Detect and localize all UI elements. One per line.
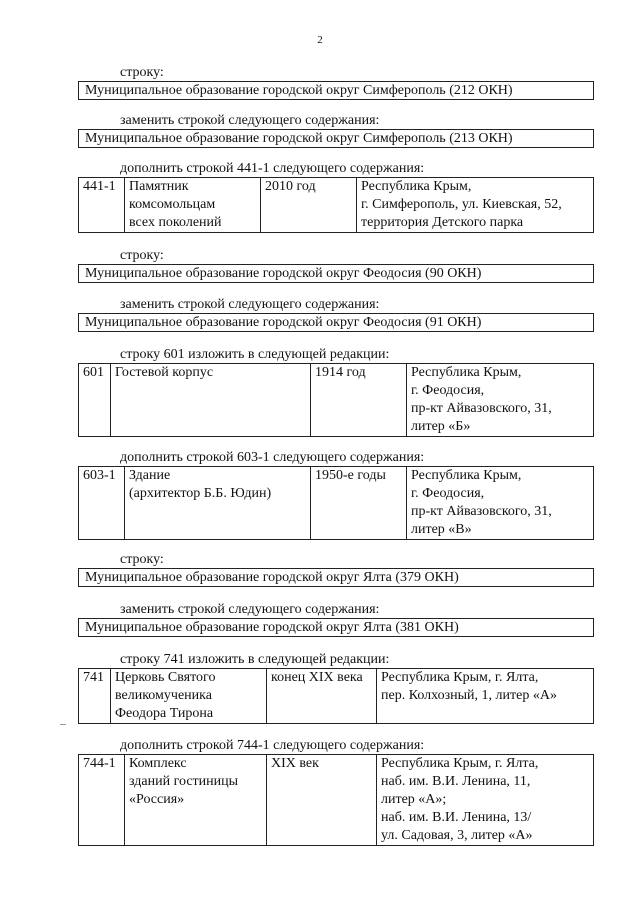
name-line: зданий гостиницы	[129, 774, 239, 789]
instruction-text: строку:	[120, 552, 164, 567]
address-line: наб. им. В.И. Ленина, 13/	[381, 810, 532, 825]
row-number: 441-1	[83, 179, 116, 194]
table-row	[79, 178, 594, 233]
row-number: 744-1	[83, 756, 116, 771]
name-line: «Россия»	[129, 792, 185, 807]
row-number-cell	[79, 669, 111, 724]
instruction-text: строку 601 изложить в следующей редакции:	[120, 347, 390, 362]
address-line: ул. Садовая, 3, литер «А»	[381, 828, 533, 843]
row-number-cell	[79, 178, 125, 233]
name-line: комсомольцам	[129, 197, 216, 212]
address-line: литер «А»;	[381, 792, 447, 807]
name-cell	[125, 178, 261, 233]
address-line: Республика Крым,	[411, 468, 522, 483]
name-line: Феодора Тирона	[115, 706, 214, 721]
address-line: пр-кт Айвазовского, 31,	[411, 504, 552, 519]
address-line: пр-кт Айвазовского, 31,	[411, 401, 552, 416]
address-line: территория Детского парка	[361, 215, 524, 230]
date-text: 1914 год	[315, 365, 366, 380]
instruction-text: заменить строкой следующего содержания:	[120, 297, 380, 312]
instruction-text: заменить строкой следующего содержания:	[120, 113, 380, 128]
row-number-cell	[79, 467, 125, 540]
municipality-row: Муниципальное образование городской округ Симферополь (213 ОКН)	[78, 129, 594, 148]
address-line: Республика Крым,	[361, 179, 472, 194]
monument-table	[78, 668, 594, 724]
instruction-text: строку:	[120, 248, 164, 263]
instruction-text: строку 741 изложить в следующей редакции:	[120, 652, 390, 667]
address-line: литер «В»	[411, 522, 472, 537]
address-cell	[377, 669, 594, 724]
name-cell	[125, 467, 311, 540]
margin-mark	[60, 724, 66, 725]
page-number: 2	[317, 34, 323, 46]
date-cell	[311, 364, 407, 437]
name-cell	[125, 755, 267, 846]
address-line: г. Феодосия,	[411, 486, 485, 501]
address-line: г. Симферополь, ул. Киевская, 52,	[361, 197, 562, 212]
name-line: Гостевой корпус	[115, 365, 214, 380]
name-line: Церковь Святого	[115, 670, 216, 685]
monument-table	[78, 754, 594, 846]
row-number: 601	[83, 365, 104, 380]
address-cell	[407, 364, 594, 437]
date-cell	[267, 755, 377, 846]
monument-table	[78, 466, 594, 540]
row-number-cell	[79, 755, 125, 846]
address-line: пер. Колхозный, 1, литер «А»	[381, 688, 557, 703]
table-row	[79, 755, 594, 846]
table-row	[79, 364, 594, 437]
name-line: всех поколений	[129, 215, 222, 230]
address-line: Республика Крым, г. Ялта,	[381, 756, 539, 771]
row-number: 603-1	[83, 468, 116, 483]
municipality-row: Муниципальное образование городской округ Феодосия (91 ОКН)	[78, 313, 594, 332]
table-row	[79, 669, 594, 724]
address-line: наб. им. В.И. Ленина, 11,	[381, 774, 531, 789]
row-number-cell	[79, 364, 111, 437]
municipality-row: Муниципальное образование городской округ Ялта (381 ОКН)	[78, 618, 594, 637]
instruction-text: заменить строкой следующего содержания:	[120, 602, 380, 617]
name-cell	[111, 364, 311, 437]
instruction-text: дополнить строкой 603-1 следующего содержания:	[120, 450, 425, 465]
monument-table	[78, 177, 594, 233]
instruction-text: дополнить строкой 441-1 следующего содержания:	[120, 161, 425, 176]
date-cell	[261, 178, 357, 233]
date-text: конец XIX века	[271, 670, 363, 685]
date-text: 2010 год	[265, 179, 316, 194]
municipality-row: Муниципальное образование городской округ Симферополь (212 ОКН)	[78, 81, 594, 100]
instruction-text: дополнить строкой 744-1 следующего содержания:	[120, 738, 425, 753]
address-cell	[377, 755, 594, 846]
address-line: г. Феодосия,	[411, 383, 485, 398]
municipality-row: Муниципальное образование городской округ Ялта (379 ОКН)	[78, 568, 594, 587]
row-number: 741	[83, 670, 104, 685]
name-line: Здание	[129, 468, 171, 483]
date-cell	[311, 467, 407, 540]
date-text: XIX век	[271, 756, 319, 771]
address-line: Республика Крым,	[411, 365, 522, 380]
name-line: (архитектор Б.Б. Юдин)	[129, 486, 272, 501]
address-cell	[357, 178, 594, 233]
date-cell	[267, 669, 377, 724]
name-line: Памятник	[129, 179, 189, 194]
address-cell	[407, 467, 594, 540]
name-line: Комплекс	[129, 756, 187, 771]
municipality-row: Муниципальное образование городской округ Феодосия (90 ОКН)	[78, 264, 594, 283]
instruction-text: строку:	[120, 65, 164, 80]
name-line: великомученика	[115, 688, 212, 703]
address-line: литер «Б»	[411, 419, 471, 434]
table-row	[79, 467, 594, 540]
address-line: Республика Крым, г. Ялта,	[381, 670, 539, 685]
name-cell	[111, 669, 267, 724]
monument-table	[78, 363, 594, 437]
date-text: 1950-е годы	[315, 468, 386, 483]
